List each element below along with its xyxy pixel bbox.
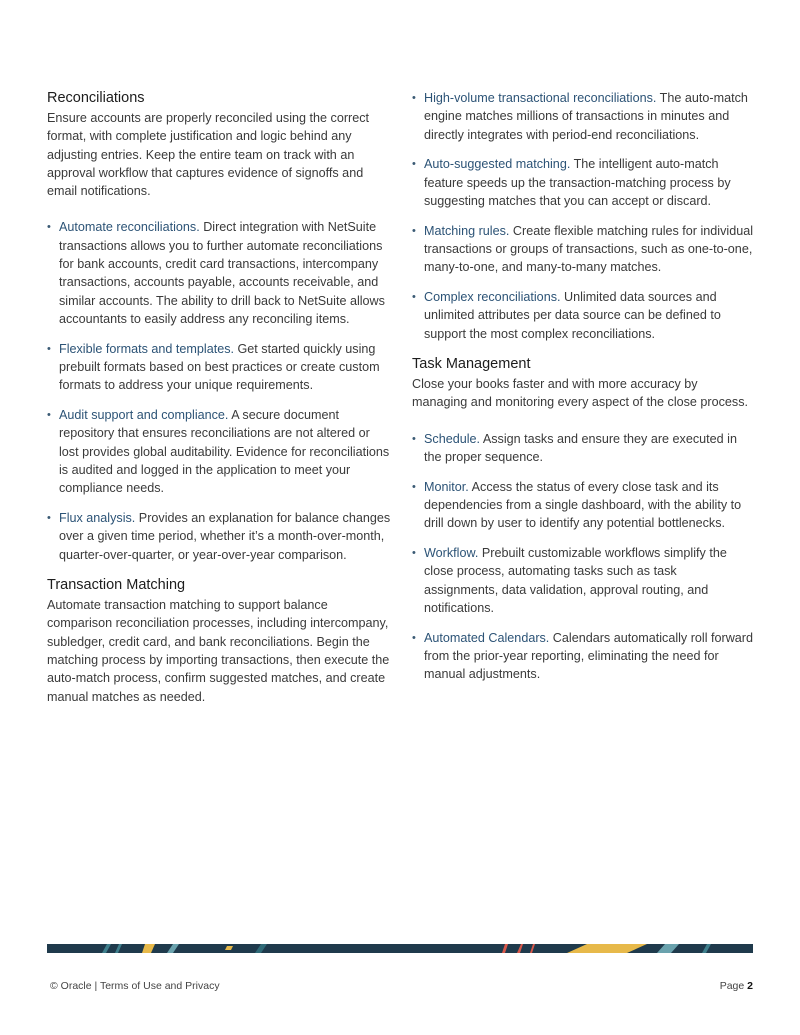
list-item-term: High-volume transactional reconciliations. (424, 91, 657, 105)
list-item-text: Prebuilt customizable workflows simplify the close process, automating tasks such as task assignments, data validation, approval routing, and notifications. (424, 546, 727, 616)
list-item-text: Assign tasks and ensure they are executed in the proper sequence. (424, 431, 737, 464)
transaction-matching-intro: Automate transaction matching to support balance comparison reconciliation processes, including intercompany, subledger, credit card, and bank reconciliations. Begin the matching process by importing transactions, then execute the auto-match process, confirm suggested matches, and create manual matches as needed. (47, 598, 390, 704)
list-item-term: Flexible formats and templates. (59, 341, 234, 356)
list-item-text: A secure document repository that ensures reconciliations are not altered or lost provides global auditability. Evidence for reconciliations is audited and logged in the application to meet your compliance needs. (59, 408, 390, 496)
list-item-term: Monitor. (424, 479, 469, 494)
list-item (412, 222, 754, 277)
reconciliations-list (47, 218, 391, 564)
page-label: Page (719, 980, 748, 992)
decorative-banner (47, 944, 753, 953)
left-column (47, 89, 391, 724)
reconciliations-intro: Ensure accounts are properly reconciled using the correct format, with complete justification and logic behind any adjusting entries. Keep the entire team on track with an approval workflow that captures evidence of signoffs and email notifications. (47, 111, 370, 199)
list-item (412, 288, 754, 343)
list-item (47, 509, 391, 564)
page-number: 2 (747, 980, 753, 992)
footer-page-number (720, 980, 753, 992)
list-item (412, 89, 754, 144)
banner-pattern-graphic (47, 944, 753, 953)
list-item-text: Create flexible matching rules for individual transactions or groups of transactions, such as one-to-one, many-to-one, and many-to-many matches. (424, 223, 754, 275)
list-item-term: Complex reconciliations. (424, 290, 561, 305)
list-item-text: The intelligent auto-match feature speeds up the transaction-matching process by suggesting matches that you can accept or discard. (424, 157, 731, 208)
list-item-text: Direct integration with NetSuite transactions allows you to further automate reconciliations for bank accounts, credit card transactions, intercompany transactions, accounts payable, accounts receivable, and similar accounts. The ability to drill back to NetSuite allows accountants to easily address any reconciling items. (59, 220, 385, 326)
list-item-term: Workflow. (424, 546, 479, 561)
list-item (412, 544, 754, 617)
list-item-text: The auto-match engine matches millions of transactions in minutes and directly integrates with period-end reconciliations. (424, 91, 748, 142)
footer-copyright[interactable]: © Oracle | Terms of Use and Privacy (50, 980, 220, 992)
transaction-matching-heading: Transaction Matching (47, 577, 186, 594)
task-management-intro: Close your books faster and with more accuracy by managing and monitoring every aspect of the close process. (412, 377, 749, 410)
list-item-text: Unlimited data sources and unlimited attributes per data source can be defined to support the most complex reconciliations. (424, 290, 721, 341)
list-item-term: Auto-suggested matching. (424, 157, 571, 172)
list-item-term: Audit support and compliance. (59, 408, 229, 423)
right-column (412, 89, 754, 696)
task-management-heading: Task Management (412, 356, 531, 373)
list-item-text: Provides an explanation for balance changes over a given time period, whether it’s a month-over-month, quarter-over-quarter, or year-over-year comparison. (59, 511, 391, 562)
list-item (412, 629, 754, 684)
list-item-term: Schedule. (424, 431, 481, 446)
list-item (412, 155, 754, 210)
list-item (47, 340, 391, 395)
list-item-term: Flux analysis. (59, 511, 136, 526)
list-item (412, 478, 754, 533)
list-item-term: Automated Calendars. (424, 630, 550, 645)
list-item-term: Matching rules. (424, 223, 510, 238)
list-item (47, 218, 391, 328)
reconciliations-heading: Reconciliations (47, 90, 145, 106)
matching-features-list (412, 89, 754, 343)
task-management-list (412, 430, 754, 684)
list-item-text: Calendars automatically roll forward from the prior-year reporting, eliminating the need for manual adjustments. (424, 630, 753, 682)
list-item (47, 406, 391, 497)
list-item-term: Automate reconciliations. (59, 220, 200, 235)
list-item-text: Get started quickly using prebuilt formats based on best practices or create custom formats to address your unique requirements. (59, 341, 380, 393)
list-item-text: Access the status of every close task and its dependencies from a single dashboard, with the ability to drill down by user to identify any potential bottlenecks. (424, 479, 742, 531)
list-item (412, 430, 754, 467)
